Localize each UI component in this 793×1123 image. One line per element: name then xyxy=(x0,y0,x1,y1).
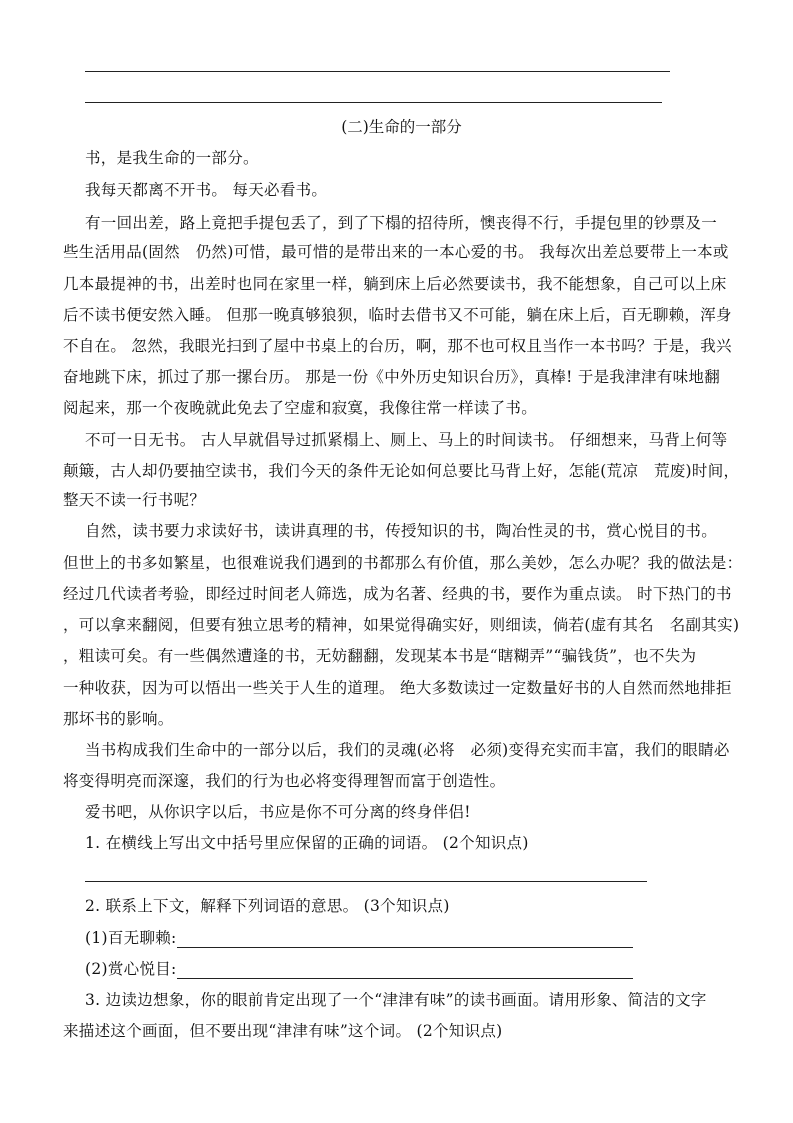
paragraph-line: 书，是我生命的一部分。 xyxy=(85,149,259,167)
paragraph-line: 那坏书的影响。 xyxy=(63,710,174,728)
paragraph-line: 一种收获，因为可以悟出一些关于人生的道理。 绝大多数读过一定数量好书的人自然而然地排拒 xyxy=(63,679,732,697)
paragraph-line: 爱书吧，从你识字以后，书应是你不可分离的终身伴侣! xyxy=(85,803,471,821)
paragraph-line: 当书构成我们生命中的一部分以后，我们的灵魂(必将 必须)变得充实而丰富，我们的眼睛必 xyxy=(85,741,730,759)
question-3: 3. 边读边想象，你的眼前肯定出现了一个“津津有味”的读书画面。请用形象、简洁的文字 xyxy=(85,991,707,1009)
question-2-term-2: (2)赏心悦目: xyxy=(85,960,177,978)
question-2-item-2 xyxy=(85,959,633,979)
paragraph-line: ，粗读可矣。有一些偶然遭逢的书，无妨翻翻，发现某本书是“瞎糊弄”“骗钱货”，也不失为 xyxy=(63,647,697,665)
paragraph-line: 颠簸，古人却仍要抽空读书，我们今天的条件无论如何总要比马背上好，怎能(荒凉 荒废)时间， xyxy=(63,462,740,480)
paragraph-line: 有一回出差，路上竟把手提包丢了，到了下榻的招待所，懊丧得不行，手提包里的钞票及一 xyxy=(85,214,718,232)
answer-line[interactable] xyxy=(177,931,633,948)
answer-line xyxy=(85,71,670,72)
question-2: 2. 联系上下文，解释下列词语的意思。 (3个知识点) xyxy=(85,897,450,915)
answer-line xyxy=(85,102,662,103)
paragraph-line: 但世上的书多如繁星，也很难说我们遇到的书都那么有价值，那么美妙，怎么办呢？我的做法是： xyxy=(63,554,743,572)
paragraph-line: 经过几代读者考验，即经过时间老人筛选，成为名著、经典的书，要作为重点读。 时下热门的书 xyxy=(63,585,732,603)
question-3: 来描述这个画面，但不要出现“津津有味”这个词。 (2个知识点) xyxy=(63,1022,503,1040)
paragraph-line: 我每天都离不开书。 每天必看书。 xyxy=(85,181,328,199)
paragraph-line: 整天不读一行书呢？ xyxy=(63,491,206,509)
section-title: (二)生命的一部分 xyxy=(341,118,462,136)
paragraph-line: 不可一日无书。 古人早就倡导过抓紧榻上、厕上、马上的时间读书。 仔细想来，马背上何等 xyxy=(85,431,728,449)
paragraph-line: 不自在。 忽然，我眼光扫到了屋中书桌上的台历，啊，那不也可权且当作一本书吗？于是，我兴 xyxy=(63,337,732,355)
paragraph-line: 阅起来，那一个夜晚就此免去了空虚和寂寞，我像往常一样读了书。 xyxy=(63,399,538,417)
paragraph-line: 后不读书便安然入睡。 但那一晚真够狼狈，临时去借书又不可能，躺在床上后，百无聊赖，浑身 xyxy=(63,306,732,324)
paragraph-line: 将变得明亮而深邃，我们的行为也必将变得理智而富于创造性。 xyxy=(63,772,506,790)
question-2-item-1 xyxy=(85,928,633,948)
paragraph-line: ，可以拿来翻阅，但要有独立思考的精神，如果觉得确实好，则细读，倘若(虚有其名 名副其实) xyxy=(63,616,740,634)
paragraph-line: 些生活用品(固然 仍然)可惜，最可惜的是带出来的一本心爱的书。 我每次出差总要带上一本或 xyxy=(63,243,729,261)
question-2-term-1: (1)百无聊赖: xyxy=(85,929,177,947)
answer-line[interactable] xyxy=(177,962,633,979)
question-1: 1. 在横线上写出文中括号里应保留的正确的词语。 (2个知识点) xyxy=(85,834,529,852)
paragraph-line: 自然，读书要力求读好书，读讲真理的书，传授知识的书，陶冶性灵的书，赏心悦目的书。 xyxy=(85,522,718,540)
answer-line[interactable] xyxy=(85,881,647,882)
paragraph-line: 几本最提神的书，出差时也同在家里一样，躺到床上后必然要读书，我不能想象，自己可以上床 xyxy=(63,275,727,293)
paragraph-line: 奋地跳下床，抓过了那一摞台历。 那是一份《中外历史知识台历》，真棒! 于是我津津有味地翻 xyxy=(63,368,721,386)
